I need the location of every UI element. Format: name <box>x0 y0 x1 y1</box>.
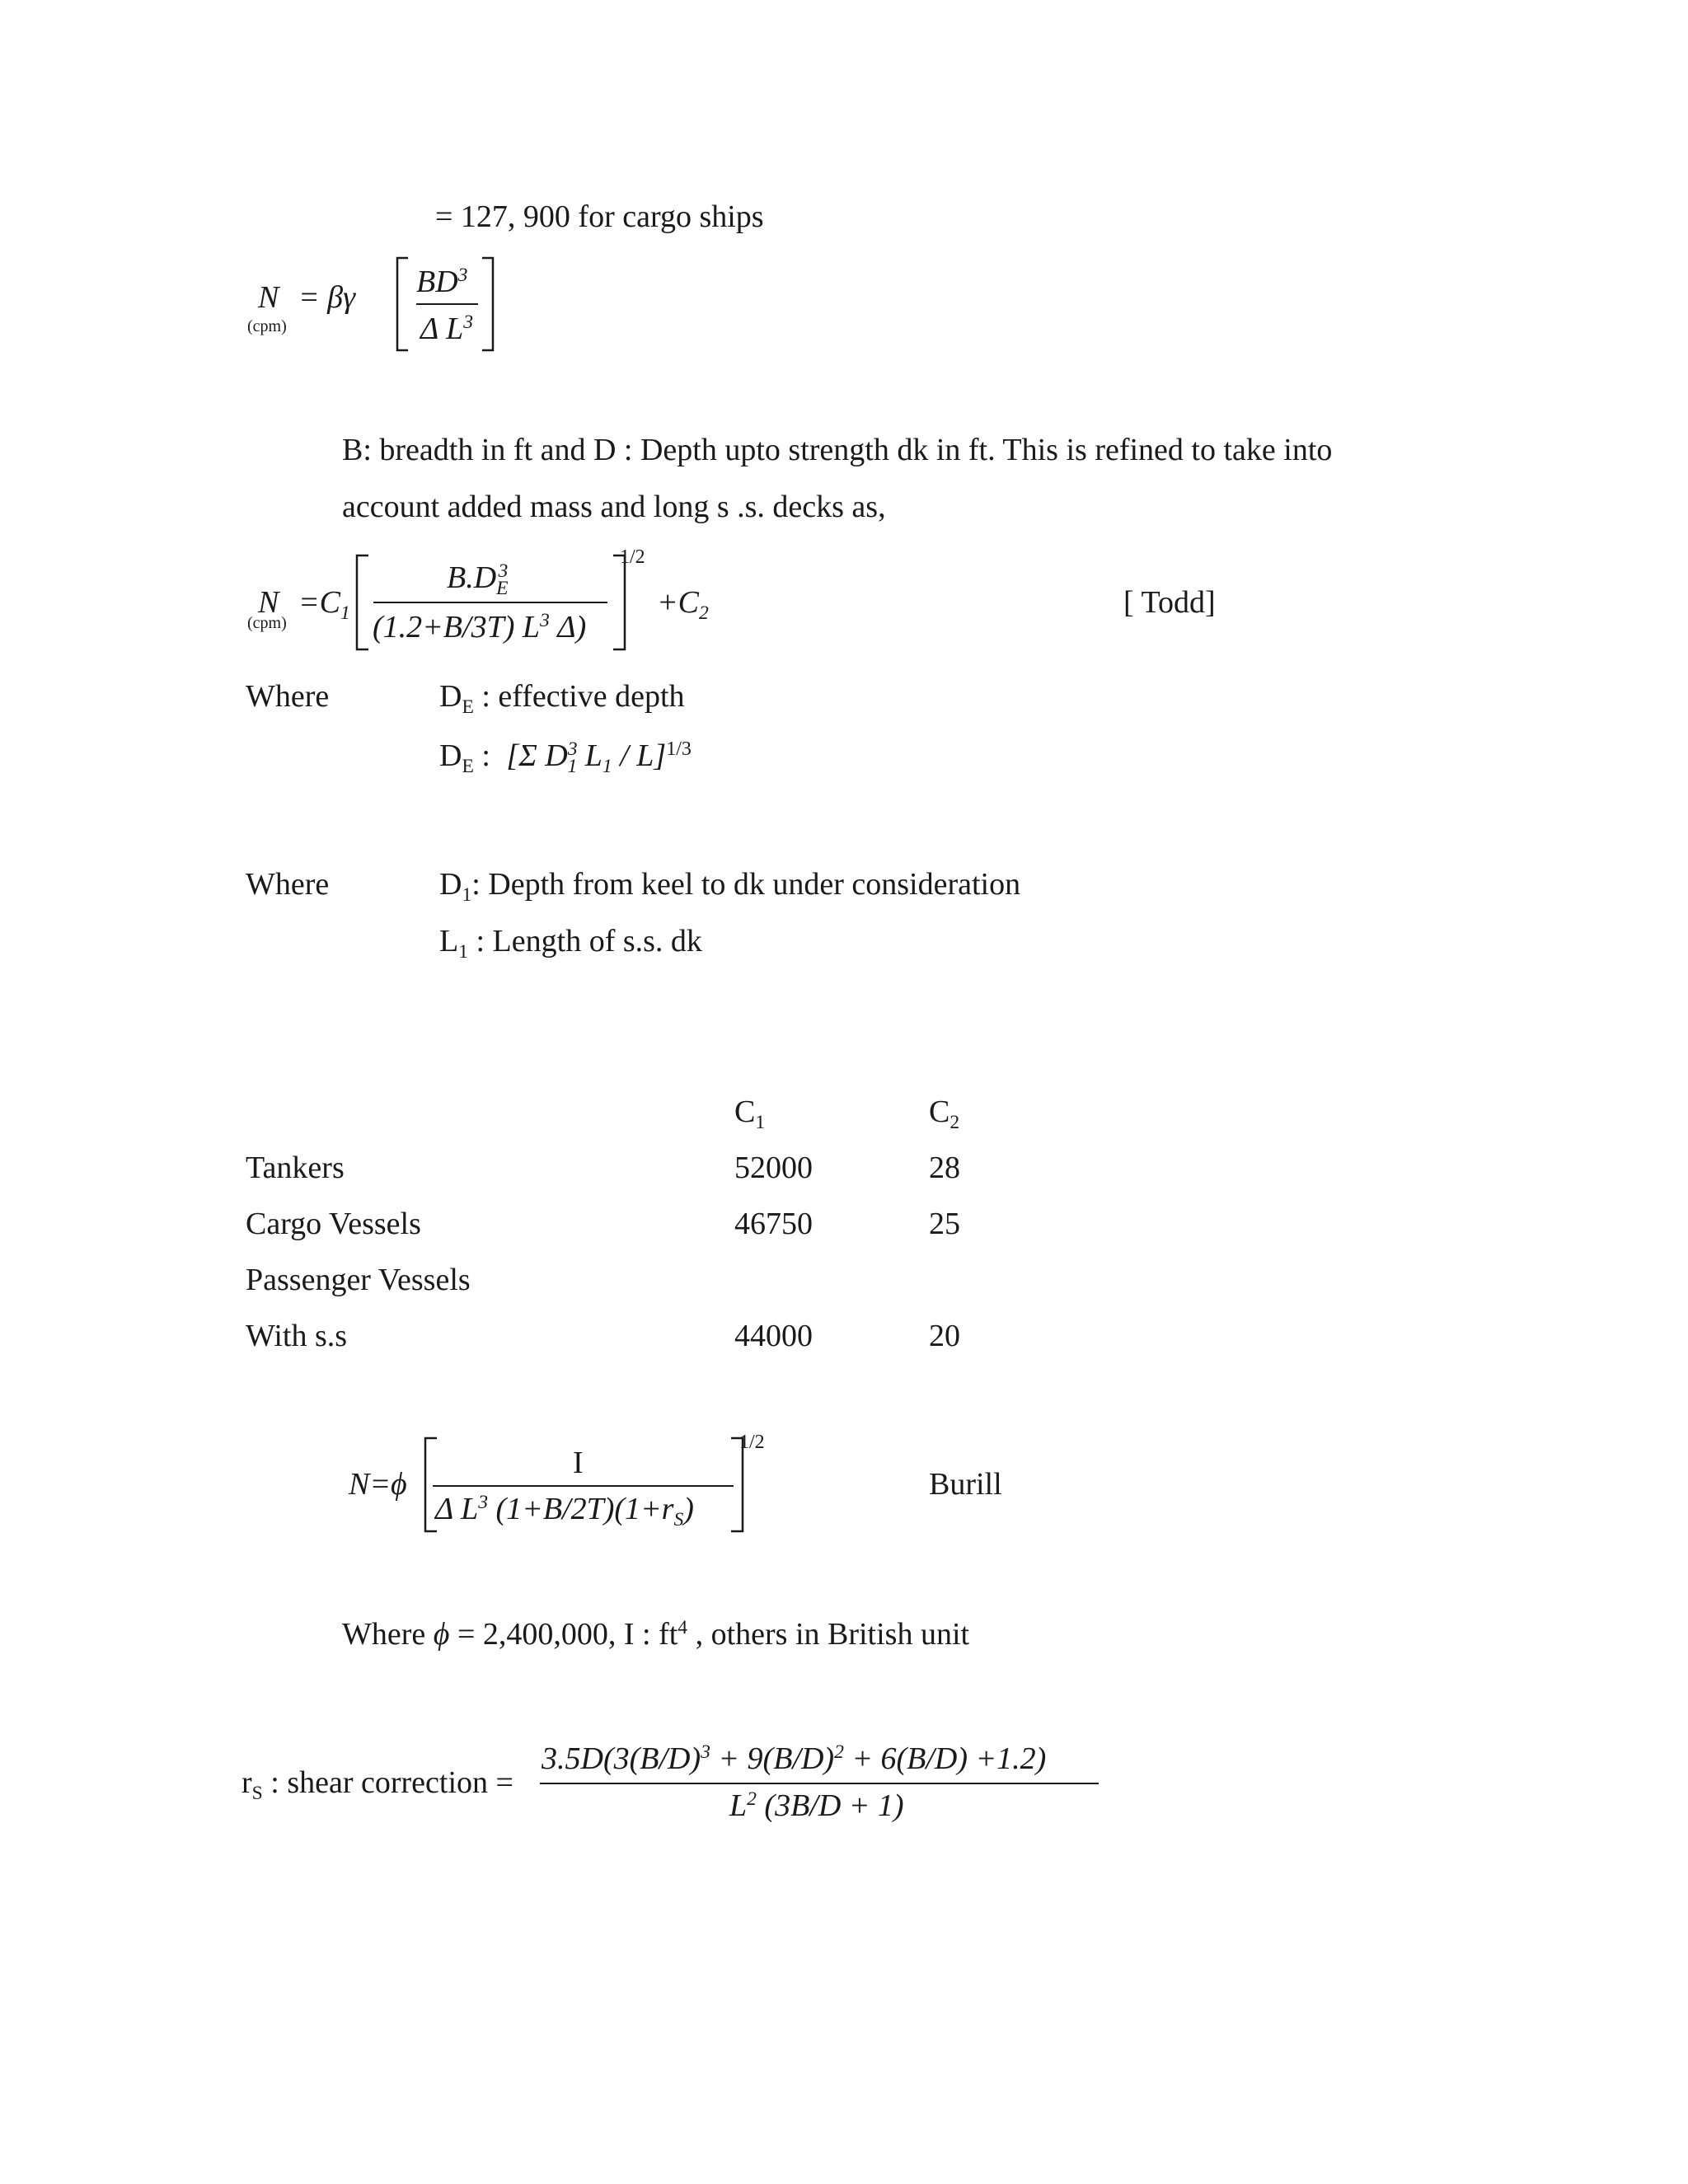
eq2-c1: $=C_1$ <box>298 585 350 625</box>
l1-definition: $L_1$ : Length of s.s. dk <box>439 924 702 963</box>
table-cell-c1: 44000 <box>734 1319 813 1353</box>
paragraph-line-2: account added mass and long s .s. decks as, <box>342 490 886 524</box>
eq2-unit: (cpm) <box>247 614 287 632</box>
table-header-c1: $C_1$ <box>734 1094 766 1134</box>
table-header-c2: $C_2$ <box>929 1094 960 1134</box>
cargo-ships-line: = 127, 900 for cargo ships <box>435 199 764 234</box>
where-label-1: Where <box>246 679 330 714</box>
eq1-rhs: = βγ <box>298 280 356 315</box>
table-cell-c1: 52000 <box>734 1151 813 1185</box>
eq3-numerator: I <box>573 1446 584 1480</box>
table-cell-c1: 46750 <box>734 1207 813 1241</box>
eq2-outer-exponent: 1/2 <box>620 546 645 568</box>
paragraph-line-1: B: breadth in ft and D : Depth upto strength dk in ft. This is refined to take into <box>342 433 1333 467</box>
table-cell-c2: 28 <box>929 1151 960 1185</box>
eq3-lhs: N=ϕ <box>349 1467 407 1502</box>
eq2-plus-c2: $+C_2$ <box>657 585 709 625</box>
eq1-lhs: N <box>258 280 279 315</box>
eq1-denominator: Δ $L^3$ <box>420 312 474 346</box>
d1-definition: $D_1$: Depth from keel to dk under consideration <box>439 867 1021 907</box>
eq4-numerator: $3.5D(3(B/D)^3 + 9(B/D)^2 + 6(B/D) +1.2)$ <box>542 1741 1047 1776</box>
eq4-label: $r_S$ : shear correction = <box>241 1765 513 1805</box>
eq2-numerator: $B.D_E^3$ <box>447 560 509 600</box>
eq3-reference: Burill <box>929 1467 1002 1502</box>
eq3-outer-exponent: 1/2 <box>739 1432 765 1453</box>
de-formula: $D_E$ : [Σ $D^3_1$ $L_1 / L]^{1/3}$ <box>439 738 692 778</box>
eq2-denominator: (1.2+B/3T) $L^3$ Δ) <box>373 610 587 644</box>
table-row-label: Tankers <box>246 1151 345 1185</box>
where-label-2: Where <box>246 867 330 902</box>
table-row-label: With s.s <box>246 1319 348 1353</box>
de-definition: $D_E$ : effective depth <box>439 679 685 719</box>
eq4-denominator: $L^2$ (3B/D + 1) <box>729 1788 904 1823</box>
table-cell-c2: 20 <box>929 1319 960 1353</box>
eq1-unit: (cpm) <box>247 317 287 335</box>
eq2-reference: [ Todd] <box>1123 585 1216 620</box>
eq1-numerator: $BD^3$ <box>416 265 468 299</box>
table-row-label: Passenger Vessels <box>246 1263 471 1297</box>
table-row-label: Cargo Vessels <box>246 1207 421 1241</box>
where-phi-line: Where ϕ = 2,400,000, I : $ft^4$ , others in British unit <box>342 1617 970 1652</box>
table-cell-c2: 25 <box>929 1207 960 1241</box>
eq3-denominator: Δ $L^3$ $(1+B/2T)(1+r_S)$ <box>435 1492 694 1531</box>
eq2-lhs: N <box>258 585 279 620</box>
